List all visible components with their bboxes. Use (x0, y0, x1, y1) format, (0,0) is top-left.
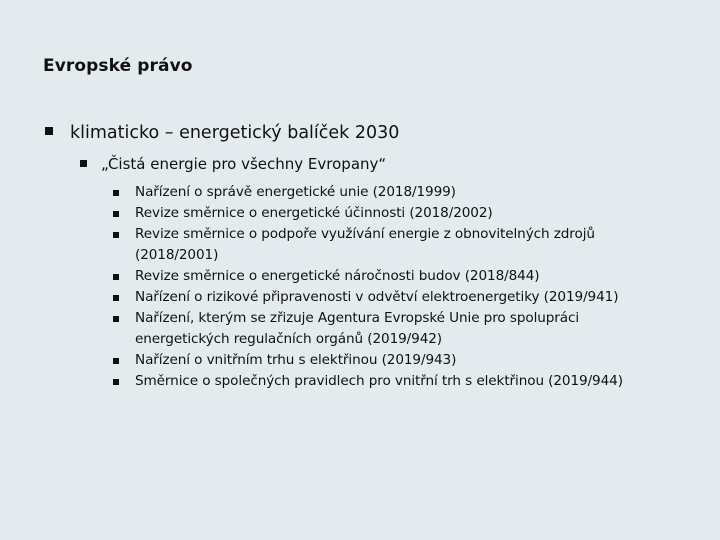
square-bullet-icon (113, 211, 119, 217)
bullet-level-2 (80, 153, 386, 175)
square-bullet-icon (113, 274, 119, 280)
list-item-text-continued: energetických regulačních orgánů (2019/942) (135, 331, 442, 347)
list-item-text: Revize směrnice o podpoře využívání energie z obnovitelných zdrojů (135, 226, 595, 242)
bullet-level-2-text: „Čistá energie pro všechny Evropany“ (101, 155, 387, 173)
list-item (113, 266, 713, 287)
square-bullet-icon (113, 295, 119, 301)
list-item-text: Nařízení o vnitřním trhu s elektřinou (2019/943) (135, 352, 457, 368)
bullet-level-1-text: klimaticko – energetický balíček 2030 (70, 123, 400, 143)
list-item (113, 287, 713, 308)
square-bullet-icon (113, 358, 119, 364)
regulation-list (113, 182, 713, 392)
list-item-text: Revize směrnice o energetické náročnosti budov (2018/844) (135, 268, 540, 284)
list-item-text: Nařízení o správě energetické unie (2018/1999) (135, 184, 456, 200)
list-item (113, 308, 713, 350)
slide-title: Evropské právo (43, 56, 193, 76)
square-bullet-icon (113, 190, 119, 196)
list-item-text: Revize směrnice o energetické účinnosti (2018/2002) (135, 205, 493, 221)
square-bullet-icon (113, 379, 119, 385)
list-item (113, 371, 713, 392)
list-item (113, 224, 713, 266)
square-bullet-icon (45, 127, 53, 135)
square-bullet-icon (113, 232, 119, 238)
square-bullet-icon (113, 316, 119, 322)
list-item (113, 182, 713, 203)
list-item (113, 203, 713, 224)
list-item-text: Směrnice o společných pravidlech pro vnitřní trh s elektřinou (2019/944) (135, 373, 623, 389)
list-item-text-continued: (2018/2001) (135, 247, 219, 263)
bullet-level-1 (45, 121, 399, 145)
list-item-text: Nařízení o rizikové připravenosti v odvětví elektroenergetiky (2019/941) (135, 289, 619, 305)
list-item (113, 350, 713, 371)
square-bullet-icon (80, 160, 87, 167)
list-item-text: Nařízení, kterým se zřizuje Agentura Evropské Unie pro spolupráci (135, 310, 580, 326)
